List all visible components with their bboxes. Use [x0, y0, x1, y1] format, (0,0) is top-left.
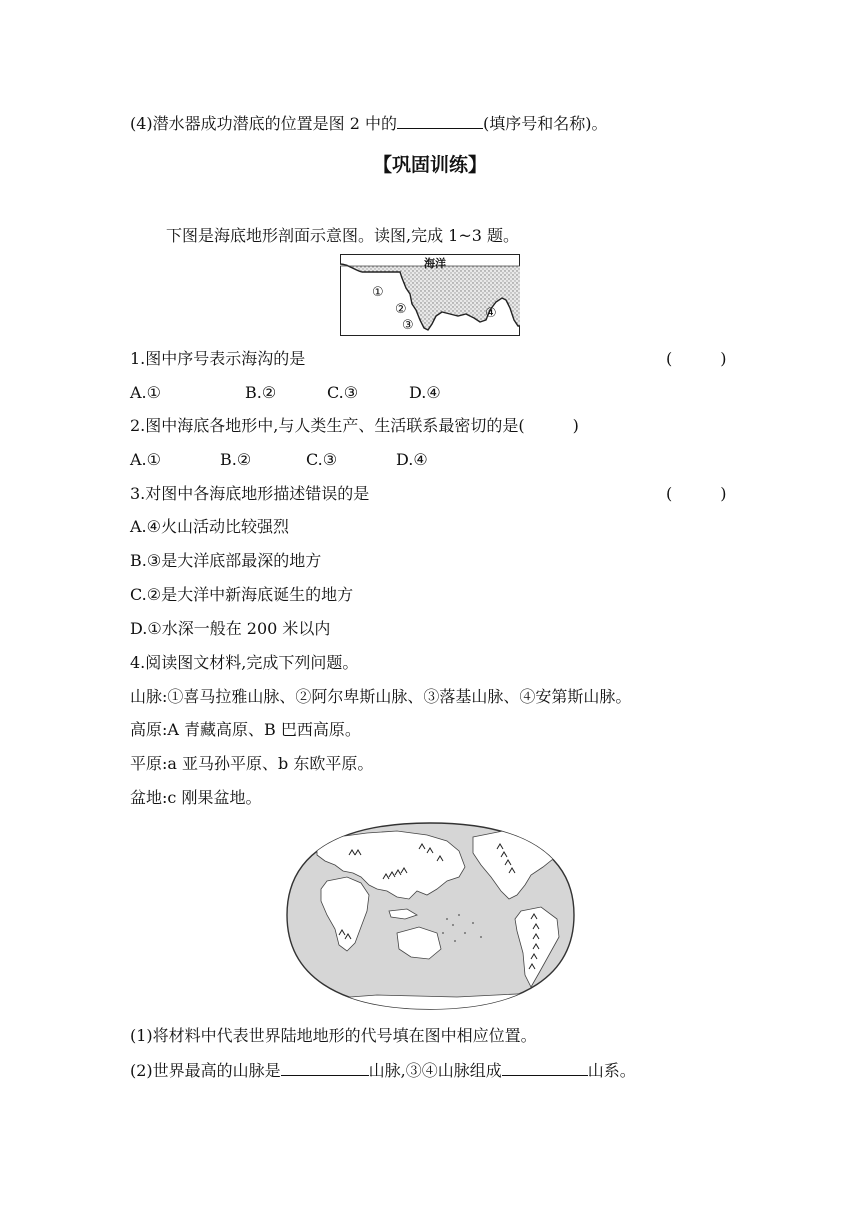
- option-d[interactable]: D.①水深一般在 200 米以内: [130, 619, 331, 638]
- question-3-stem: 3.对图中各海底地形描述错误的是: [130, 484, 370, 503]
- option-d[interactable]: D.④: [396, 450, 428, 469]
- option-a[interactable]: A.①: [130, 450, 161, 469]
- option-b[interactable]: B.②: [245, 383, 277, 402]
- q4-sub2-part-b: 山脉,③④山脉组成: [368, 1061, 502, 1080]
- q4-part4-prefix: (4)潜水器成功潜底的位置是图 2 中的: [130, 114, 398, 133]
- marker-4: ④: [485, 306, 497, 321]
- question-4-stem: 4.阅读图文材料,完成下列问题。: [130, 653, 359, 672]
- material-plains: 平原:a 亚马孙平原、b 东欧平原。: [130, 754, 374, 773]
- material-plateaus: 高原:A 青藏高原、B 巴西高原。: [130, 720, 361, 739]
- q4-sub1: (1)将材料中代表世界陆地地形的代号填在图中相应位置。: [130, 1026, 537, 1045]
- question-1-options: [130, 382, 441, 404]
- option-b[interactable]: B.③是大洋底部最深的地方: [130, 551, 322, 570]
- ocean-label: 海洋: [424, 257, 446, 270]
- world-map: [277, 815, 584, 1015]
- material-basins: 盆地:c 刚果盆地。: [130, 788, 262, 807]
- question-2-stem: 2.图中海底各地形中,与人类生产、生活联系最密切的是( ): [130, 416, 579, 435]
- option-c[interactable]: C.③: [327, 383, 359, 402]
- q4-part4-line: [130, 112, 608, 135]
- q4-part4-suffix: (填序号和名称)。: [483, 114, 608, 133]
- answer-blank-highest-range[interactable]: [281, 1059, 369, 1076]
- seafloor-profile-diagram: [340, 254, 520, 336]
- question-3-answer-paren[interactable]: ( ): [666, 484, 727, 503]
- option-c[interactable]: C.②是大洋中新海底诞生的地方: [130, 585, 354, 604]
- q4-sub2-part-a: (2)世界最高的山脉是: [130, 1061, 281, 1080]
- option-d[interactable]: D.④: [409, 383, 441, 402]
- question-2-options: [130, 449, 428, 471]
- map-greenland: [535, 825, 561, 845]
- answer-blank[interactable]: [397, 112, 483, 129]
- question-1-stem: 1.图中序号表示海沟的是: [130, 349, 306, 368]
- question-1-answer-paren[interactable]: ( ): [666, 349, 727, 368]
- map-antarctica: [287, 993, 577, 1015]
- section-title: 【巩固训练】: [372, 154, 487, 176]
- marker-1: ①: [372, 285, 384, 300]
- marker-3: ③: [402, 318, 414, 333]
- intro-text: 下图是海底地形剖面示意图。读图,完成 1~3 题。: [166, 226, 520, 245]
- q4-sub2-part-c: 山系。: [587, 1061, 636, 1080]
- option-a[interactable]: A.①: [130, 383, 161, 402]
- material-mountains: 山脉:①喜马拉雅山脉、②阿尔卑斯山脉、③落基山脉、④安第斯山脉。: [130, 687, 632, 706]
- option-b[interactable]: B.②: [220, 450, 252, 469]
- option-c[interactable]: C.③: [306, 450, 338, 469]
- option-a[interactable]: A.④火山活动比较强烈: [130, 517, 289, 536]
- answer-blank-mountain-system[interactable]: [502, 1059, 588, 1076]
- marker-2: ②: [395, 302, 407, 317]
- q4-sub2-line: [130, 1059, 636, 1082]
